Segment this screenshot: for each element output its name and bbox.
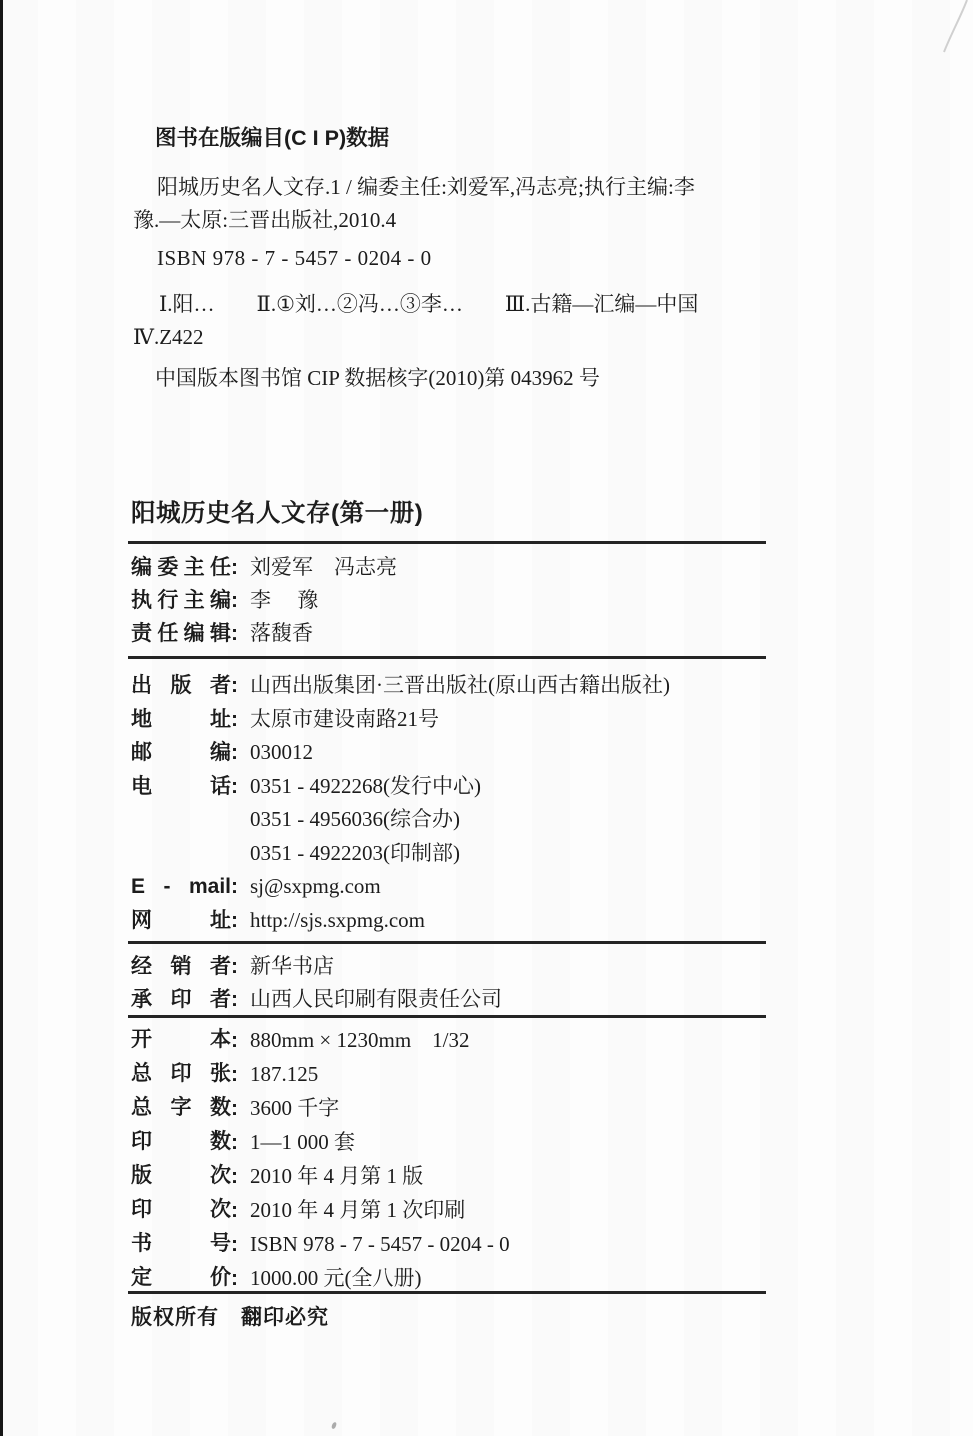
spec-row — [131, 1261, 791, 1295]
row-value: 太原市建设南路21号 — [250, 706, 439, 731]
row-colon: : — [231, 589, 238, 612]
row-label: 版次 — [131, 1164, 231, 1187]
row-colon: : — [231, 1131, 238, 1154]
divider-rule — [128, 656, 766, 659]
spec-row — [131, 1193, 791, 1227]
row-label: 承印者 — [131, 988, 231, 1011]
row-colon: : — [231, 674, 238, 697]
editors-section — [131, 551, 791, 650]
row-value: 0351 - 4956036(综合办) — [250, 807, 460, 831]
row-label: 电话 — [131, 774, 231, 798]
distribution-row — [131, 983, 791, 1016]
row-value: 落馥香 — [250, 621, 313, 645]
row-label: 经销者 — [131, 955, 231, 978]
publisher-row — [131, 736, 791, 770]
cip-isbn: ISBN 978 - 7 - 5457 - 0204 - 0 — [157, 246, 432, 270]
row-colon: : — [231, 1029, 238, 1052]
editor-row — [131, 584, 791, 617]
publisher-row-continuation — [131, 803, 791, 837]
row-label: 印数 — [131, 1130, 231, 1153]
row-label: 总字数 — [131, 1096, 231, 1119]
divider-rule — [128, 1291, 766, 1294]
row-label: 地址 — [131, 707, 231, 731]
row-value: 2010 年 4 月第 1 次印刷 — [250, 1198, 466, 1222]
row-colon: : — [231, 707, 238, 731]
cip-heading: 图书在版编目(C I P)数据 — [155, 126, 390, 150]
publisher-row-continuation — [131, 837, 791, 871]
row-colon: : — [231, 1097, 238, 1120]
row-label: 印次 — [131, 1198, 231, 1221]
row-colon: : — [231, 988, 238, 1011]
distribution-row — [131, 950, 791, 983]
row-value: 1—1 000 套 — [250, 1130, 355, 1154]
editor-row — [131, 617, 791, 650]
spec-row — [131, 1023, 791, 1057]
row-value: http://sjs.sxpmg.com — [250, 907, 426, 932]
row-value: 1000.00 元(全八册) — [250, 1266, 422, 1290]
row-colon: : — [231, 741, 238, 764]
spec-row — [131, 1159, 791, 1193]
book-title: 阳城历史名人文存(第一册) — [131, 500, 424, 527]
printing-specs-section — [131, 1023, 791, 1295]
row-label: 邮编 — [131, 741, 231, 764]
row-label: 执行主编 — [131, 589, 231, 612]
row-value: ISBN 978 - 7 - 5457 - 0204 - 0 — [250, 1232, 510, 1256]
row-colon: : — [231, 1199, 238, 1222]
row-value: 880mm × 1230mm 1/32 — [250, 1028, 470, 1052]
row-label: 书号 — [131, 1232, 231, 1255]
publisher-row — [131, 904, 791, 938]
row-colon: : — [231, 622, 238, 645]
row-colon: : — [231, 875, 238, 898]
distribution-section — [131, 950, 791, 1016]
row-value: 187.125 — [250, 1062, 319, 1086]
row-value: 2010 年 4 月第 1 版 — [250, 1164, 424, 1188]
row-value: sj@sxpmg.com — [250, 874, 381, 898]
scan-speck-artifact — [331, 1422, 337, 1430]
row-value: 新华书店 — [250, 954, 334, 978]
row-label: 编委主任 — [131, 556, 231, 579]
row-label: E - mail — [131, 875, 231, 898]
cip-classification-line2: Ⅳ.Z422 — [133, 325, 204, 349]
row-value: 山西人民印刷有限责任公司 — [250, 987, 502, 1011]
row-colon: : — [231, 1165, 238, 1188]
row-value: 山西出版集团·三晋出版社(原山西古籍出版社) — [250, 673, 670, 697]
row-colon: : — [231, 1267, 238, 1290]
publisher-section — [131, 669, 791, 937]
divider-rule — [128, 941, 766, 944]
publisher-row — [131, 669, 791, 703]
divider-rule — [128, 541, 766, 544]
row-value: 030012 — [250, 740, 313, 764]
row-label: 责任编辑 — [131, 622, 231, 645]
publisher-row — [131, 703, 791, 737]
row-colon: : — [231, 1233, 238, 1256]
cip-description-line1: 阳城历史名人文存.1 / 编委主任:刘爱军,冯志亮;执行主编:李 — [157, 175, 695, 199]
row-label: 开本 — [131, 1028, 231, 1051]
spec-row — [131, 1091, 791, 1125]
row-value: 0351 - 4922268(发行中心) — [250, 773, 481, 798]
row-label: 网址 — [131, 908, 231, 932]
row-value: 李 豫 — [250, 588, 319, 612]
spec-row — [131, 1057, 791, 1091]
publisher-row — [131, 870, 791, 904]
row-value: 3600 千字 — [250, 1096, 340, 1120]
spec-row — [131, 1125, 791, 1159]
row-colon: : — [231, 1063, 238, 1086]
row-colon: : — [231, 908, 238, 932]
cip-description-line2: 豫.—太原:三晋出版社,2010.4 — [133, 208, 397, 232]
row-value: 刘爱军 冯志亮 — [250, 555, 397, 579]
row-value: 0351 - 4922203(印制部) — [250, 840, 460, 865]
scan-left-edge-artifact — [0, 0, 3, 1436]
row-label: 出版者 — [131, 674, 231, 697]
row-label: 定价 — [131, 1266, 231, 1289]
cip-record-number: 中国版本图书馆 CIP 数据核字(2010)第 043962 号 — [155, 366, 600, 390]
divider-rule — [128, 1015, 766, 1018]
row-colon: : — [231, 955, 238, 978]
row-colon: : — [231, 774, 238, 798]
row-label: 总印张 — [131, 1062, 231, 1085]
cip-classification-line1: Ⅰ.阳… Ⅱ.①刘…②冯…③李… Ⅲ.古籍—汇编—中国 — [159, 292, 699, 316]
publisher-row — [131, 770, 791, 804]
editor-row — [131, 551, 791, 584]
spec-row — [131, 1227, 791, 1261]
scan-corner-artifact — [939, 0, 973, 56]
row-colon: : — [231, 556, 238, 579]
cip-section — [133, 122, 833, 395]
copyright-notice: 版权所有 翻印必究 — [131, 1306, 329, 1329]
